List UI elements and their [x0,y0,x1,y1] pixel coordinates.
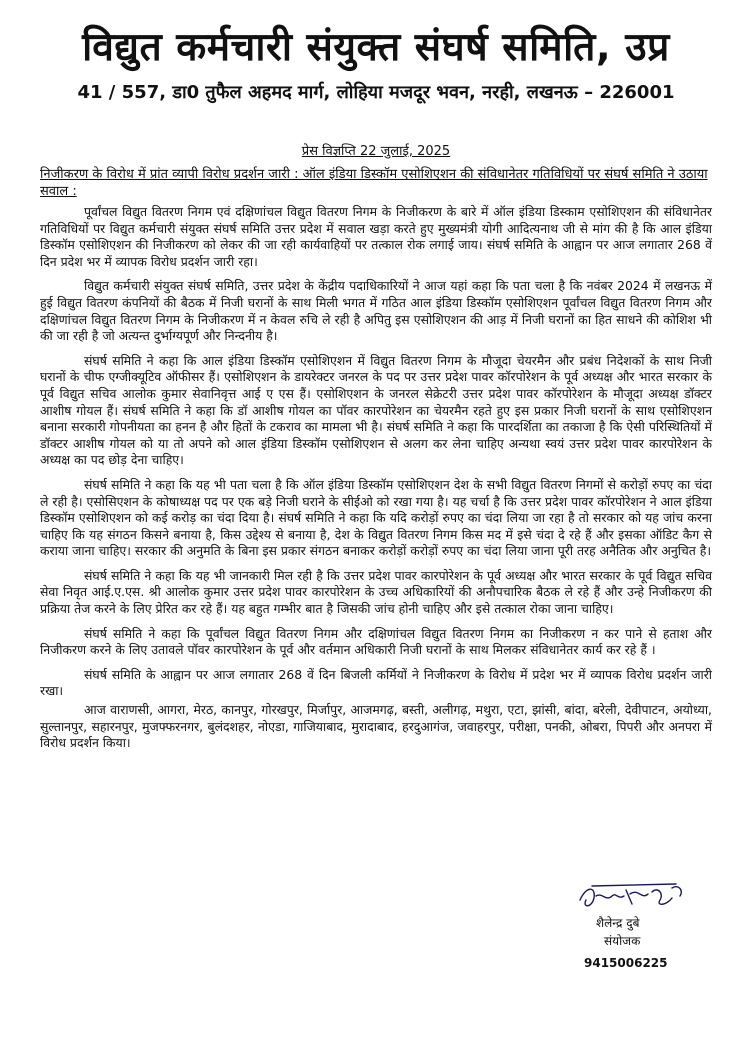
organization-address: 41 / 557, डा0 तुफैल अहमद मार्ग, लोहिया मजदूर भवन, नरही, लखनऊ – 226001 [77,82,675,103]
paragraph: संघर्ष समिति ने कहा कि यह भी जानकारी मिल रही है कि उत्तर प्रदेश पावर कारपोरेशन के पूर्व अध्यक्ष और भारत सरकार के पूर्व विद्युत सचिव सेवा निवृत आई.ए.एस. श्री आलोक कुमार उत्तर प्रदेश पावर कारपोरेशन के उच्च अधिकारियों की अनौपचारिक बैठक ले रहे हैं और उन्हे निजीकरण की प्रक्रिया तेज करने के लिए प्रेरित कर रहे हैं। यह बहुत गम्भीर बात है जिसकी जांच होनी चाहिए और इसे तत्काल रोका जाना चाहिए। [40,567,712,617]
subject-heading: निजीकरण के विरोध में प्रांत व्यापी विरोध प्रदर्शन जारी : ऑल इंडिया डिस्कॉम एसोशिएशन की संविधानेतर गतिविधियों पर संघर्ष समिति ने उठाया सवाल : [40,167,708,199]
organization-title: विद्युत कर्मचारी संयुक्त संघर्ष समिति, उप्र [82,25,670,70]
signatory-name: शैलेन्द्र दुबे [596,916,640,930]
paragraph: संघर्ष समिति ने कहा कि यह भी पता चला है कि ऑल इंडिया डिस्कॉम एसोशिएशन देश के सभी विद्युत वितरण निगमों से करोड़ों रुपए का चंदा ले रही है। एसोसिएशन के कोषाध्यक्ष पद पर एक बड़े निजी घराने के सीईओ को रखा गया है। यह चर्चा है कि उत्तर प्रदेश पावर कॉरपोरेशन ने आल इंडिया डिस्कॉम एसोशिएशन को कई करोड़ का चंदा दिया है। संघर्ष समिति ने कहा कि यदि करोड़ों रुपए का चंदा लिया जा रहा है तो सरकार को यह जांच करना चाहिए कि यह संगठन किसने बनाया है, किस उद्देश्य से बनाया है, देश के विद्युत वितरण निगम किस मद में इसे चंदा दे रहे हैं और इसका ऑडिट कैग से कराया जाना चाहिए। सरकार की अनुमति के बिना इस प्रकार संगठन बनाकर करोड़ों करोड़ों रुपए का चंदा लिया जाना पूरी तरह अनैतिक और अनुचित है। [40,476,712,559]
paragraph: आज वाराणसी, आगरा, मेरठ, कानपुर, गोरखपुर, मिर्जापुर, आजमगढ़, बस्ती, अलीगढ़, मथुरा, एटा, झांसी, बांदा, बरेली, देवीपाटन, अयोध्या, सुल्तानपुर, सहारनपुर, मुजफ्फरनगर, बुलंदशहर, नोएडा, गाजियाबाद, मुरादाबाद, हरदुआगंज, जवाहरपुर, परीक्षा, पनकी, ओबरा, पिपरी और अनपरा में विरोध प्रदर्शन किया। [40,702,712,751]
press-release-date: प्रेस विज्ञप्ति 22 जुलाई, 2025 [301,144,451,159]
press-release-page [0,22,752,1046]
signatory-role: संयोजक [604,934,641,948]
paragraph: संघर्ष समिति ने कहा कि पूर्वांचल विद्युत वितरण निगम और दक्षिणांचल विद्युत वितरण निगम का निजीकरण न कर पाने से हताश और निजीकरण करने के लिए उतावले पॉवर कारपोरेशन के पूर्व और वर्तमान अधिकारी निजी घरानों के साथ मिलकर संविधानेतर कार्य कर रहे हैं । [40,625,712,658]
signatory-phone: 9415006225 [584,956,668,970]
paragraph: विद्युत कर्मचारी संयुक्त संघर्ष समिति, उत्तर प्रदेश के केंद्रीय पदाधिकारियों ने आज यहां कहा कि पता चला है कि नवंबर 2024 में लखनऊ में हुई विद्युत वितरण कंपनियों की बैठक में निजी घरानों के साथ मिली भगत में गठित आल इंडिया डिस्कॉम एसोशिएशन पूर्वांचल विद्युत वितरण निगम और दक्षिणांचल विद्युत वितरण निगम के निजीकरण में न केवल रुचि ले रही है अपितु इस एसोशिएशन की आड़ में निजी घरानों का हित साधने की कोशिश भी की जा रही है जो अत्यन्त दुर्भाग्यपूर्ण और निन्दनीय है। [40,278,712,344]
paragraph: पूर्वांचल विद्युत वितरण निगम एवं दक्षिणांचल विद्युत वितरण निगम के निजीकरण के बारे में ऑल इंडिया डिस्काम एसोशिएशन की संविधानेतर गतिविधियों पर विद्युत कर्मचारी संयुक्त संघर्ष समिति उत्तर प्रदेश में सवाल खड़ा करते हुए मुख्यमंत्री योगी आदित्यनाथ जी से मांग की है कि आल इंडिया डिस्कॉम एसोशिएशन की निजीकरण को लेकर की जा रही कार्यवाहियों पर तत्काल रोक लगाई जाय। संघर्ष समिति के आह्वान पर आज लगातार 268 वें दिन प्रदेश भर में व्यापक विरोध प्रदर्शन जारी रहा। [40,204,712,269]
release-body [40,204,712,752]
paragraph: संघर्ष समिति ने कहा कि आल इंडिया डिस्कॉम एसोशिएशन में विद्युत वितरण निगम के मौजूदा चेयरमैन और प्रबंध निदेशकों के साथ निजी घरानों के चीफ एग्जीक्यूटिव ऑफीसर हैं। एसोशिएशन के डायरेक्टर जनरल के पद पर उत्तर प्रदेश पावर कॉरपोरेशन के पूर्व अध्यक्ष और भारत सरकार के पूर्व विद्युत सचिव आलोक कुमार सेवानिवृत्त आई ए एस हैं। एसोशिएशन के जनरल सेक्रेटरी उत्तर प्रदेश पावर कॉरपोरेशन के मौजूदा अध्यक्ष डॉक्टर आशीष गोयल हैं। संघर्ष समिति ने कहा कि डॉ आशीष गोयल का पॉवर कारपोरेशन का चेयरमैन रहते हुए इस प्रकार निजी घरानों के साथ एसोशिएशन बनाना सरकारी गोपनीयता का हनन है और हितों के टकराव का मामला भी है। संघर्ष समिति ने कहा कि पारदर्शिता का तकाजा है कि ऐसी परिस्थितियों में डॉक्टर आशीष गोयल को या तो अपने को आल इंडिया डिस्कॉम एसोशिएशन से अलग कर लेना चाहिए अन्यथा स्वयं उत्तर प्रदेश पावर कारपोरेशन के अध्यक्ष का पद छोड़ देना चाहिए। [40,352,712,468]
paragraph: संघर्ष समिति के आह्वान पर आज लगातार 268 वें दिन बिजली कर्मियों ने निजीकरण के विरोध में प्रदेश भर में व्यापक विरोध प्रदर्शन जारी रखा। [40,666,712,699]
